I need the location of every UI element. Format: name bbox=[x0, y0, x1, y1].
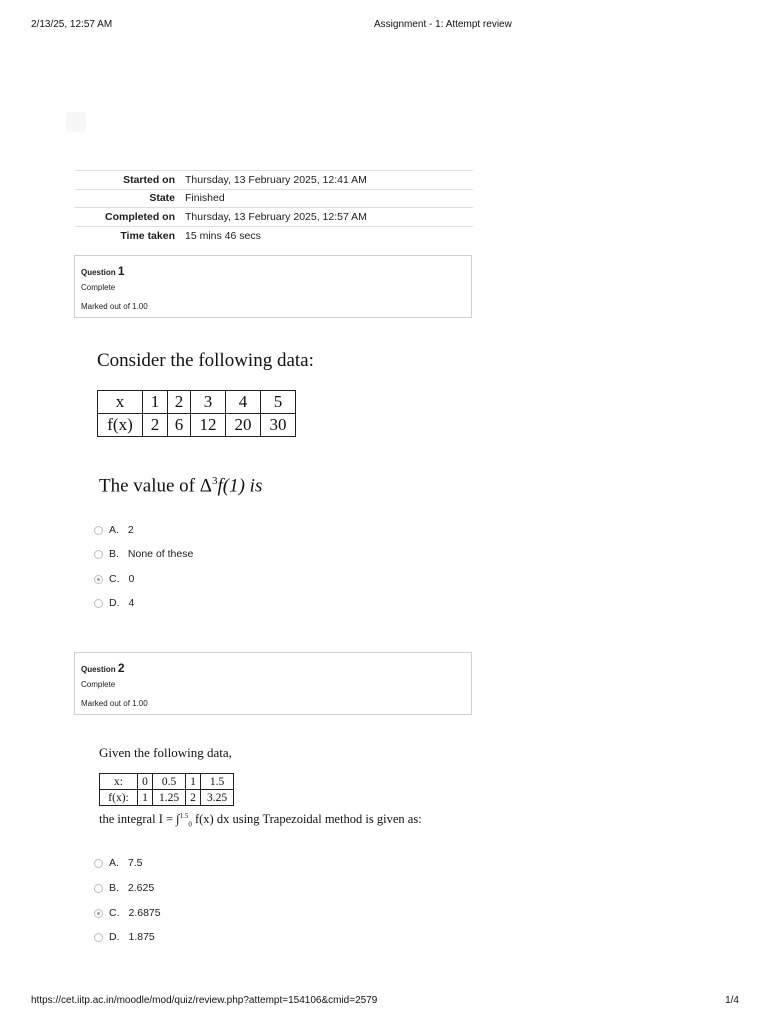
question-2-data-table bbox=[99, 773, 234, 806]
radio-button[interactable] bbox=[94, 859, 103, 868]
answer-option-c[interactable] bbox=[94, 906, 254, 920]
table-row bbox=[98, 391, 296, 414]
question-1-prompt bbox=[99, 475, 262, 497]
radio-button[interactable] bbox=[94, 550, 103, 559]
prompt-superscript: 3 bbox=[211, 475, 218, 487]
radio-button[interactable] bbox=[94, 933, 103, 942]
option-text: 7.5 bbox=[127, 857, 143, 869]
summary-value: Finished bbox=[185, 192, 225, 205]
integral-lower-limit: 0 bbox=[188, 820, 192, 829]
table-row bbox=[100, 790, 234, 806]
question-number bbox=[81, 264, 125, 278]
summary-value: Thursday, 13 February 2025, 12:57 AM bbox=[185, 210, 367, 223]
table-cell: 6 bbox=[168, 414, 191, 437]
radio-button[interactable] bbox=[94, 526, 103, 535]
table-cell: 2 bbox=[143, 414, 168, 437]
answer-option-b[interactable] bbox=[94, 881, 254, 895]
table-cell: f(x): bbox=[100, 790, 138, 806]
summary-value: 15 mins 46 secs bbox=[185, 229, 261, 242]
option-letter: D. bbox=[109, 597, 120, 609]
faint-logo-mark bbox=[66, 112, 86, 132]
print-page-title: Assignment - 1: Attempt review bbox=[374, 19, 512, 30]
table-cell: 0 bbox=[138, 774, 153, 790]
table-cell: 3 bbox=[191, 391, 226, 414]
option-letter: B. bbox=[109, 882, 119, 894]
question-num: 2 bbox=[117, 661, 125, 675]
question-2-info bbox=[74, 652, 472, 715]
radio-button-selected[interactable] bbox=[94, 575, 103, 584]
table-row bbox=[100, 774, 234, 790]
summary-value: Thursday, 13 February 2025, 12:41 AM bbox=[185, 173, 367, 186]
table-cell: 2 bbox=[186, 790, 201, 806]
summary-label: Started on bbox=[123, 173, 175, 186]
page-number: 1/4 bbox=[725, 995, 739, 1006]
summary-label: Time taken bbox=[120, 229, 175, 242]
table-cell: 1 bbox=[186, 774, 201, 790]
question-label: Question bbox=[81, 268, 116, 277]
table-cell: 1 bbox=[143, 391, 168, 414]
answer-option-b[interactable] bbox=[94, 547, 254, 561]
table-cell: 3.25 bbox=[201, 790, 234, 806]
option-text: 0 bbox=[128, 573, 135, 585]
table-cell: 1.5 bbox=[201, 774, 234, 790]
table-cell: x bbox=[98, 391, 143, 414]
radio-button[interactable] bbox=[94, 599, 103, 608]
print-footer bbox=[0, 995, 768, 1009]
table-cell: 1.25 bbox=[153, 790, 186, 806]
prompt-text: f(x) dx using Trapezoidal method is given as: bbox=[191, 812, 422, 827]
question-1-text: Consider the following data: bbox=[97, 350, 314, 371]
question-2-text: Given the following data, bbox=[99, 745, 232, 760]
table-cell: 30 bbox=[261, 414, 296, 437]
option-letter: A. bbox=[109, 857, 119, 869]
option-letter: D. bbox=[109, 931, 120, 943]
summary-row-time-taken bbox=[75, 226, 473, 245]
summary-row-state bbox=[75, 189, 473, 208]
option-letter: C. bbox=[109, 907, 120, 919]
question-grade: Marked out of 1.00 bbox=[81, 699, 148, 708]
question-num: 1 bbox=[117, 264, 125, 278]
option-text: 1.875 bbox=[128, 931, 155, 943]
answer-option-d[interactable] bbox=[94, 596, 254, 610]
table-cell: 12 bbox=[191, 414, 226, 437]
table-row bbox=[98, 414, 296, 437]
summary-label: Completed on bbox=[105, 210, 175, 223]
option-text: None of these bbox=[127, 548, 194, 560]
table-cell: 4 bbox=[226, 391, 261, 414]
question-1-info bbox=[74, 255, 472, 318]
question-2-prompt bbox=[99, 812, 422, 829]
answer-option-c[interactable] bbox=[94, 572, 254, 586]
summary-row-completed bbox=[75, 208, 473, 227]
table-cell: 2 bbox=[168, 391, 191, 414]
option-text: 2.625 bbox=[127, 882, 155, 894]
option-text: 2 bbox=[127, 524, 134, 536]
table-cell: 5 bbox=[261, 391, 296, 414]
answer-option-d[interactable] bbox=[94, 930, 254, 944]
option-letter: A. bbox=[109, 524, 119, 536]
question-label: Question bbox=[81, 665, 116, 674]
attempt-summary-table bbox=[75, 170, 473, 245]
table-cell: 20 bbox=[226, 414, 261, 437]
question-1-data-table bbox=[97, 390, 296, 437]
print-url: https://cet.iitp.ac.in/moodle/mod/quiz/review.php?attempt=154106&cmid=2579 bbox=[31, 995, 378, 1006]
table-cell: 1 bbox=[138, 790, 153, 806]
summary-row-started bbox=[75, 171, 473, 190]
question-state: Complete bbox=[81, 283, 116, 292]
table-cell: 0.5 bbox=[153, 774, 186, 790]
option-text: 4 bbox=[128, 597, 135, 609]
summary-label: State bbox=[149, 192, 175, 205]
table-cell: x: bbox=[100, 774, 138, 790]
question-number bbox=[81, 661, 125, 675]
question-grade: Marked out of 1.00 bbox=[81, 302, 148, 311]
radio-button[interactable] bbox=[94, 884, 103, 893]
print-header bbox=[0, 19, 768, 33]
prompt-text: f(1) is bbox=[217, 475, 263, 497]
answer-option-a[interactable] bbox=[94, 856, 254, 870]
question-state: Complete bbox=[81, 680, 116, 689]
radio-button-selected[interactable] bbox=[94, 909, 103, 918]
option-letter: B. bbox=[109, 548, 119, 560]
option-text: 2.6875 bbox=[128, 907, 161, 919]
option-letter: C. bbox=[109, 573, 120, 585]
prompt-text: The value of Δ bbox=[99, 475, 212, 497]
table-cell: f(x) bbox=[98, 414, 143, 437]
integral-upper-limit: 1.5 bbox=[179, 812, 189, 820]
prompt-text: the integral I = ∫ bbox=[99, 812, 180, 827]
answer-option-a[interactable] bbox=[94, 523, 254, 537]
print-datetime: 2/13/25, 12:57 AM bbox=[31, 19, 113, 30]
